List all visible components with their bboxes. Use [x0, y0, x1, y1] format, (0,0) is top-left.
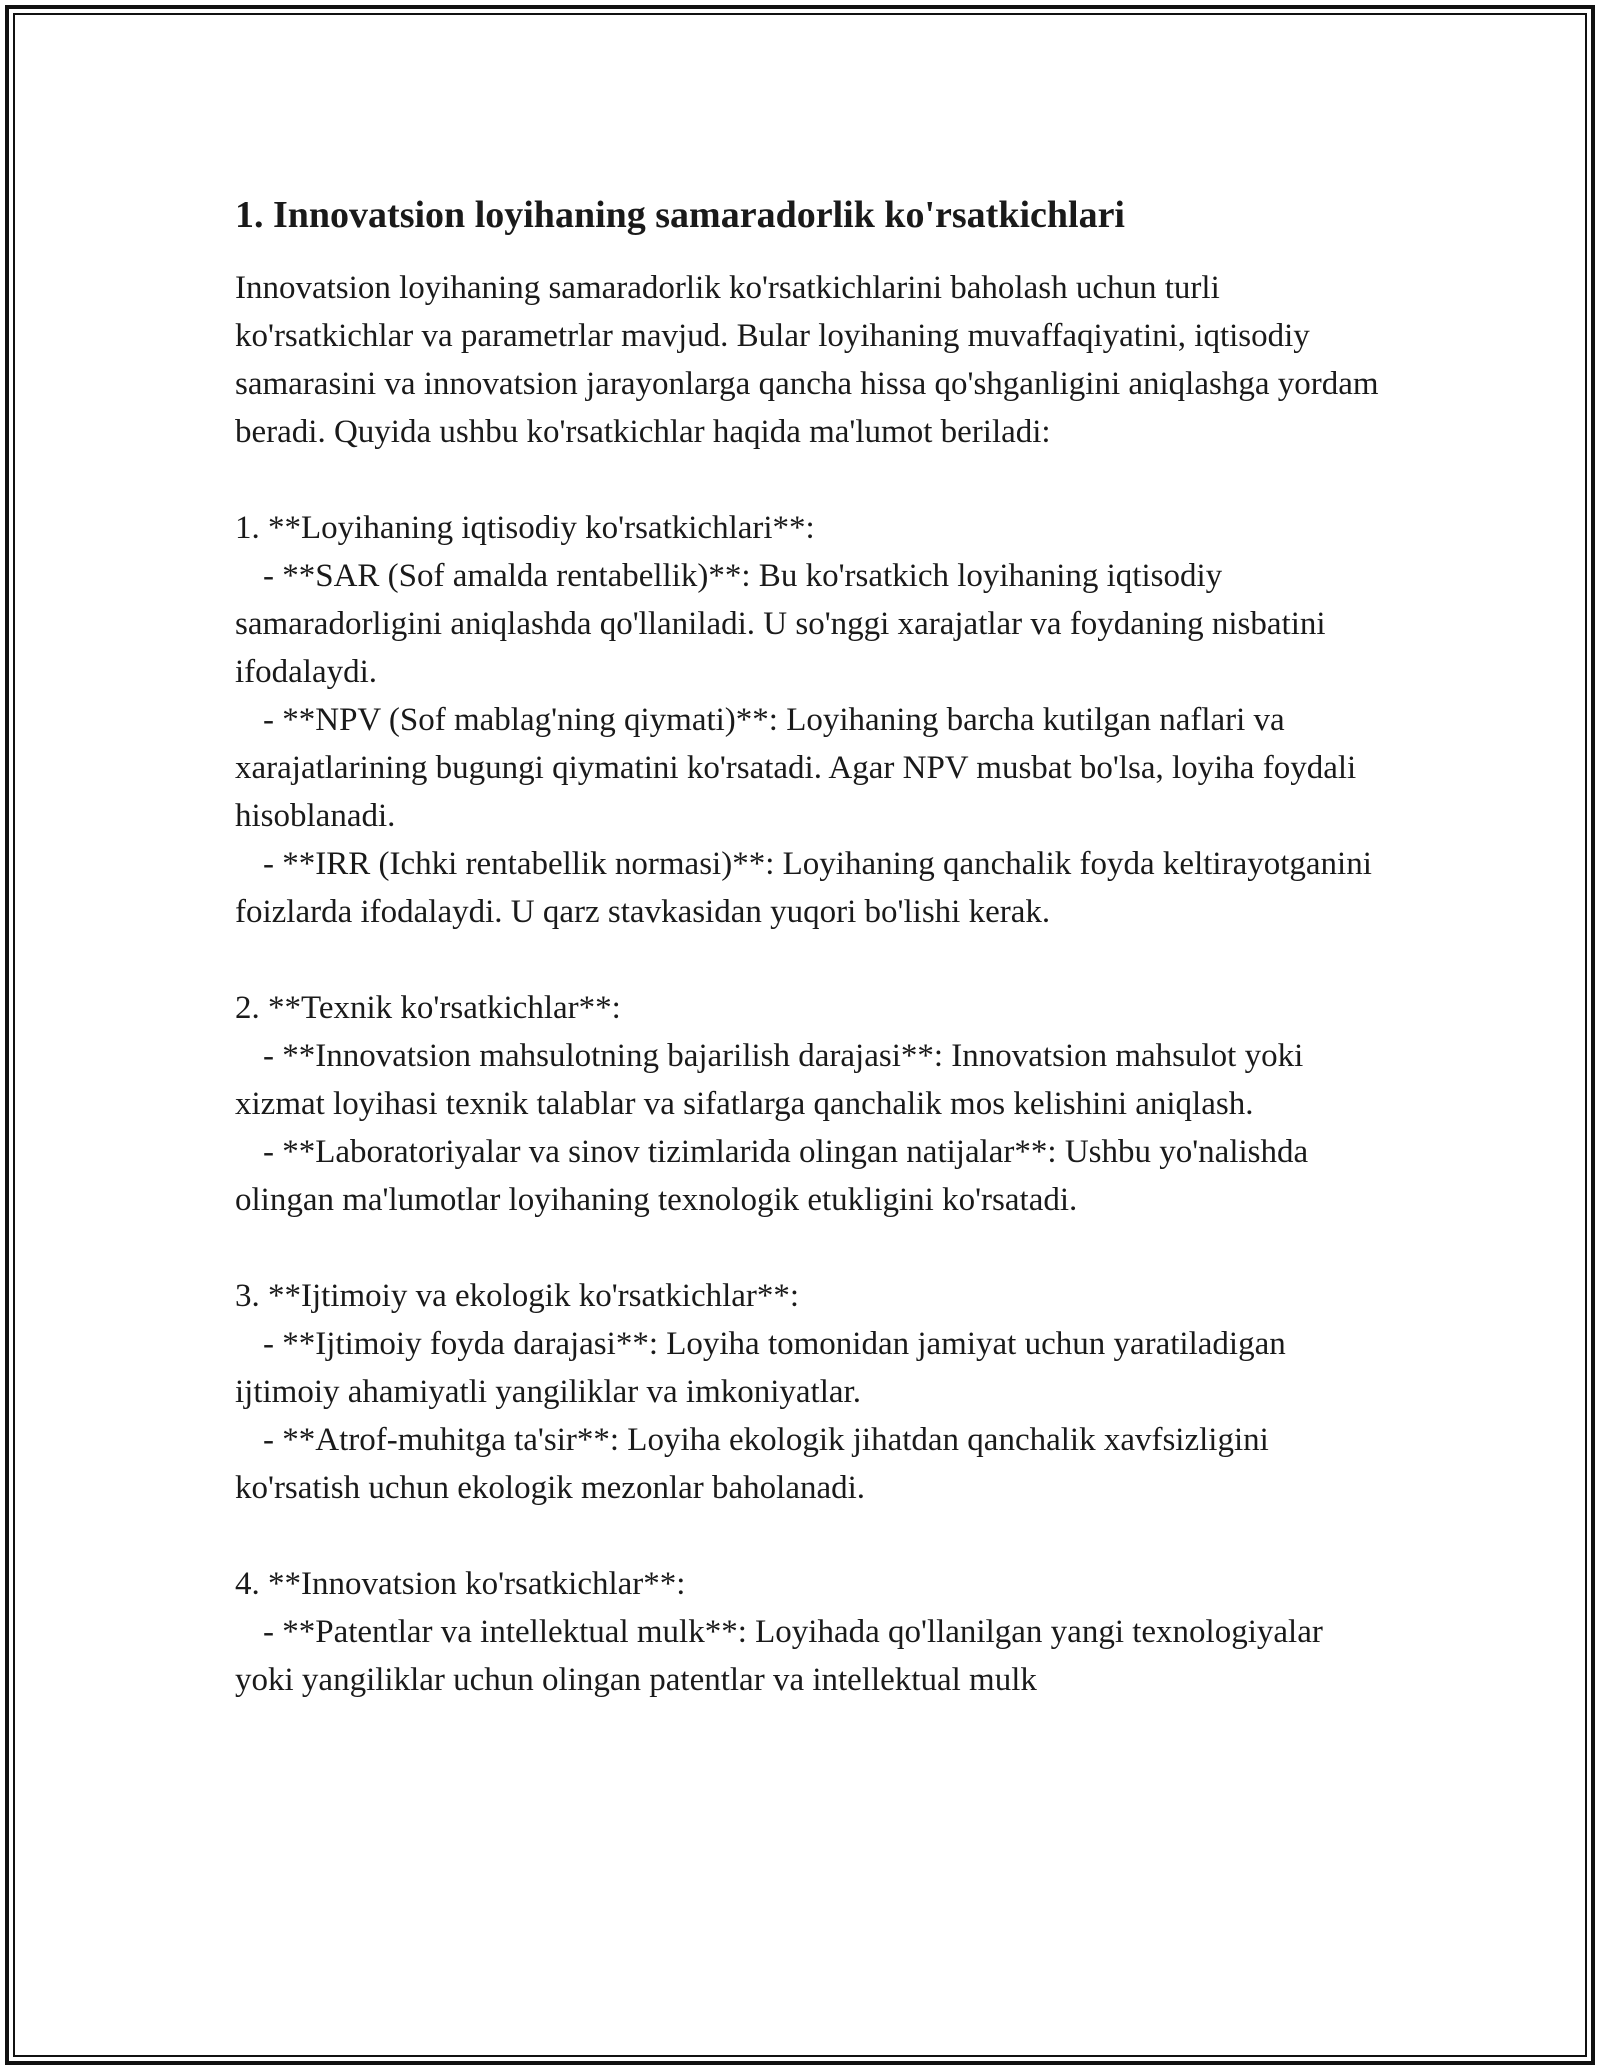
list-item: - **IRR (Ichki rentabellik normasi)**: Loyihaning qanchalik foyda keltirayotganini foizlarda ifodalaydi. U qarz stavkasidan yuqori bo'lishi kerak. — [235, 846, 1372, 930]
section-heading: 1. **Loyihaning iqtisodiy ko'rsatkichlari**: — [235, 510, 815, 546]
list-item: - **Atrof-muhitga ta'sir**: Loyiha ekologik jihatdan qanchalik xavfsizligini ko'rsatish uchun ekologik mezonlar baholanadi. — [235, 1422, 1269, 1506]
list-item: - **Patentlar va intellektual mulk**: Loyihada qo'llanilgan yangi texnologiyalar yoki yangiliklar uchun olingan patentlar va intellektual mulk — [235, 1614, 1323, 1698]
intro-paragraph: Innovatsion loyihaning samaradorlik ko'rsatkichlarini baholash uchun turli ko'rsatkichlar va parametrlar mavjud. Bular loyihaning muvaffaqiyatini, iqtisodiy samarasini va innovatsion jarayonlarga qancha hissa qo'shganligini aniqlashga yordam beradi. Quyida ushbu ko'rsatkichlar haqida ma'lumot beriladi: — [235, 270, 1379, 450]
section-heading: 2. **Texnik ko'rsatkichlar**: — [235, 990, 621, 1026]
section-heading: 4. **Innovatsion ko'rsatkichlar**: — [235, 1566, 686, 1602]
document-title: 1. Innovatsion loyihaning samaradorlik ko'rsatkichlari — [235, 194, 1125, 236]
section-heading: 3. **Ijtimoiy va ekologik ko'rsatkichlar**: — [235, 1278, 800, 1314]
list-item: - **Laboratoriyalar va sinov tizimlarida olingan natijalar**: Ushbu yo'nalishda olingan ma'lumotlar loyihaning texnologik etukligini ko'rsatadi. — [235, 1134, 1309, 1218]
section-technical — [235, 984, 1385, 1224]
list-item: - **SAR (Sof amalda rentabellik)**: Bu ko'rsatkich loyihaning iqtisodiy samaradorligini aniqlashda qo'llaniladi. U so'nggi xarajatlar va foydaning nisbatini ifodalaydi. — [235, 558, 1326, 690]
section-social-ecological — [235, 1272, 1385, 1512]
section-innovation — [235, 1560, 1385, 1704]
document-body — [235, 190, 1385, 1704]
list-item: - **Ijtimoiy foyda darajasi**: Loyiha tomonidan jamiyat uchun yaratiladigan ijtimoiy ahamiyatli yangiliklar va imkoniyatlar. — [235, 1326, 1286, 1410]
list-item: - **Innovatsion mahsulotning bajarilish darajasi**: Innovatsion mahsulot yoki xizmat loyihasi texnik talablar va sifatlarga qanchalik mos kelishini aniqlash. — [235, 1038, 1304, 1122]
list-item: - **NPV (Sof mablag'ning qiymati)**: Loyihaning barcha kutilgan naflari va xarajatlarining bugungi qiymatini ko'rsatadi. Agar NPV musbat bo'lsa, loyiha foydali hisoblanadi. — [235, 702, 1357, 834]
section-economic — [235, 504, 1385, 936]
